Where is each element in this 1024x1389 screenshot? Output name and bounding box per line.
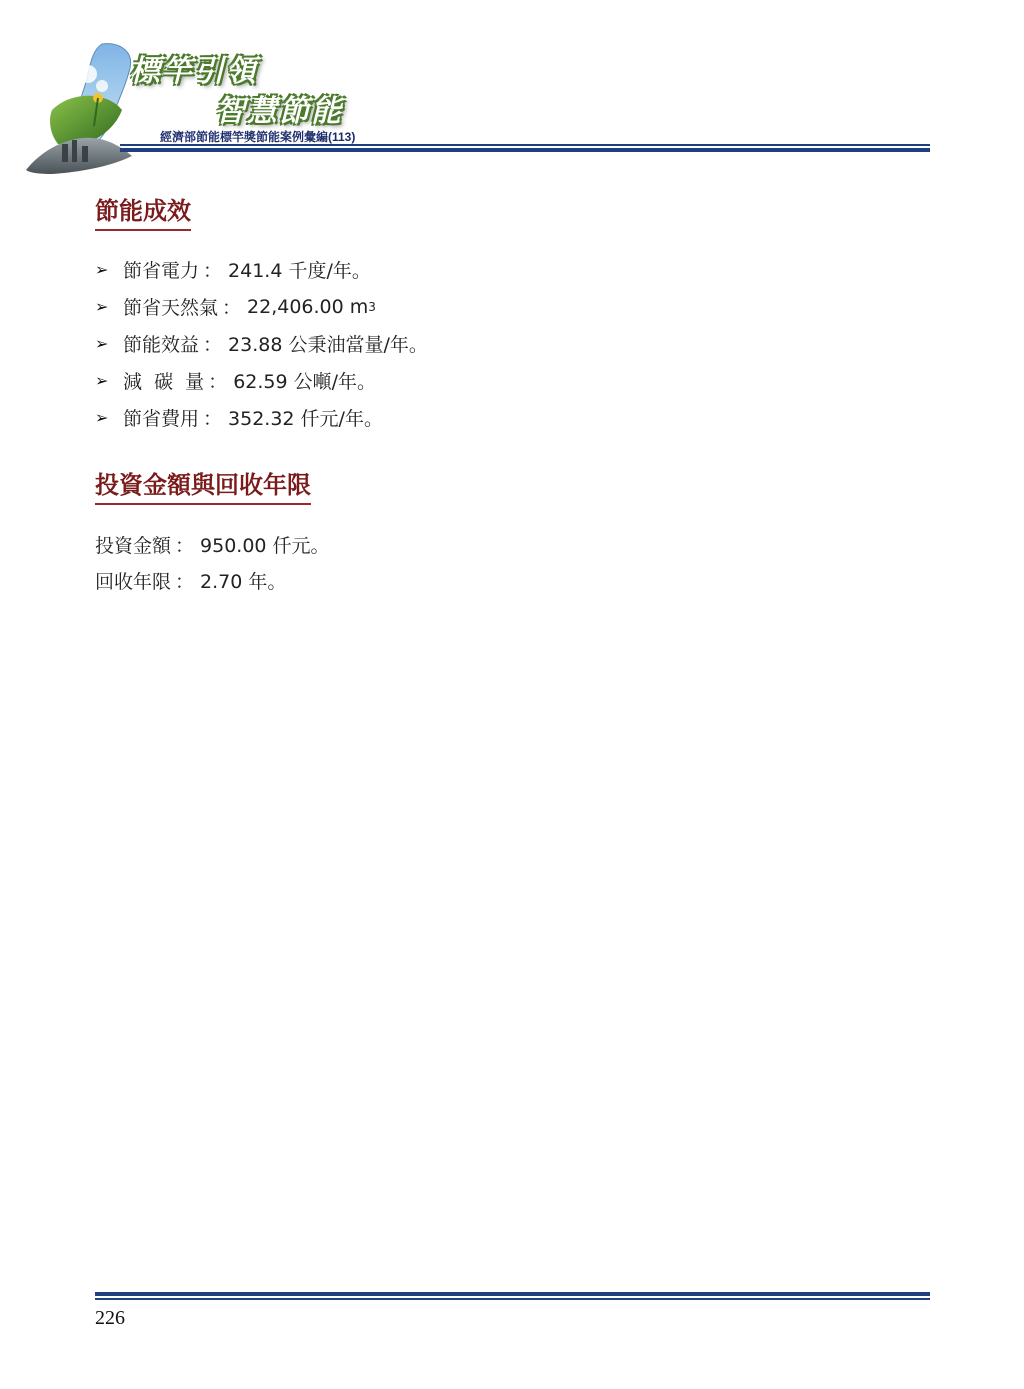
item-colon: ：	[175, 570, 195, 593]
list-item	[95, 362, 428, 399]
item-label: 節省天然氣	[123, 297, 219, 319]
item-label: 節能效益	[123, 334, 200, 356]
header-subtitle: 經濟部節能標竿獎節能案例彙編(113)	[160, 130, 356, 144]
item-colon: ：	[208, 371, 228, 393]
item-value: 22,406.00 m	[247, 295, 369, 318]
list-item	[95, 251, 428, 288]
page-number: 226	[95, 1307, 125, 1329]
footer-rule-thick	[95, 1292, 930, 1296]
item-value: 950.00 仟元。	[200, 534, 330, 557]
item-label: 節省電力	[123, 260, 200, 282]
item-colon: ：	[222, 297, 242, 319]
arrow-bullet-icon: ➢	[95, 334, 109, 353]
arrow-bullet-icon: ➢	[95, 371, 109, 390]
list-item	[95, 526, 330, 562]
item-label: 減 碳 量	[123, 371, 205, 393]
arrow-bullet-icon: ➢	[95, 408, 109, 427]
header-rule	[120, 144, 930, 146]
item-colon: ：	[175, 534, 195, 557]
investment-list	[95, 526, 330, 598]
page-header	[0, 0, 1024, 190]
footer-rule	[95, 1298, 930, 1300]
item-label: 節省費用	[123, 408, 200, 430]
list-item: ➢ 節省天然氣 ： 22,406.00 m 3	[95, 288, 428, 325]
item-colon: ：	[203, 408, 223, 430]
item-value: 352.32 仟元/年。	[228, 408, 383, 430]
header-title-line1: 標竿引領	[130, 54, 258, 89]
list-item	[95, 325, 428, 362]
energy-savings-list	[95, 251, 428, 436]
section-heading-investment: 投資金額與回收年限	[95, 470, 311, 505]
list-item	[95, 399, 428, 436]
item-value: 62.59 公噸/年。	[233, 371, 377, 393]
header-rule-thick	[120, 148, 930, 152]
item-value: 23.88 公秉油當量/年。	[228, 334, 428, 356]
item-value: 241.4 千度/年。	[228, 260, 371, 282]
item-colon: ：	[203, 260, 223, 282]
item-value: 2.70 年。	[200, 570, 287, 593]
header-title-line2: 智慧節能	[215, 94, 343, 129]
item-label: 回收年限	[95, 570, 172, 593]
list-item	[95, 562, 330, 598]
item-colon: ：	[203, 334, 223, 356]
arrow-bullet-icon: ➢	[95, 260, 109, 279]
section-heading-energy-savings: 節能成效	[95, 196, 191, 231]
item-label: 投資金額	[95, 534, 172, 557]
arrow-bullet-icon: ➢	[95, 297, 109, 316]
